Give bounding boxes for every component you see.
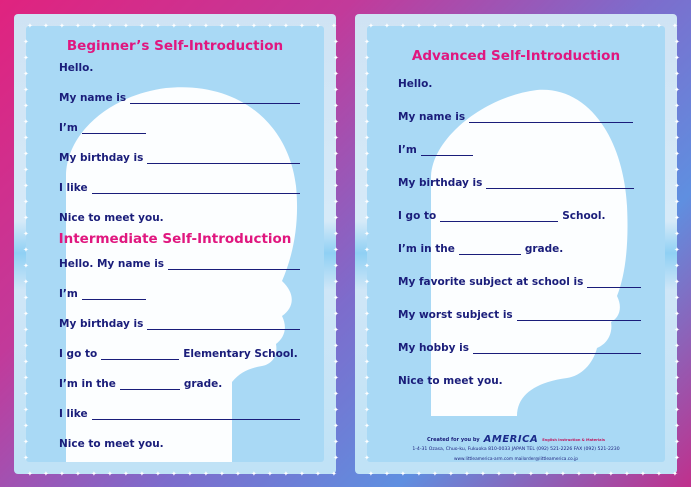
star-icon: ✦	[416, 22, 422, 30]
star-icon: ✦	[544, 470, 550, 478]
advanced-birthday-line: My birthday is	[398, 177, 645, 189]
star-icon: ✦	[235, 470, 241, 478]
star-icon: ✦	[299, 470, 305, 478]
star-icon: ✦	[219, 470, 225, 478]
star-icon: ✦	[333, 406, 339, 414]
star-icon: ✦	[23, 86, 29, 94]
star-icon: ✦	[640, 470, 646, 478]
star-icon: ✦	[674, 102, 680, 110]
star-icon: ✦	[187, 470, 193, 478]
america-logo: AMERICA	[483, 434, 539, 445]
favorite-subject-blank[interactable]	[587, 277, 641, 288]
star-icon: ✦	[333, 150, 339, 158]
star-icon: ✦	[480, 470, 486, 478]
star-icon: ✦	[23, 246, 29, 254]
star-icon: ✦	[171, 470, 177, 478]
star-icon: ✦	[43, 22, 49, 30]
star-icon: ✦	[139, 470, 145, 478]
star-icon: ✦	[123, 470, 129, 478]
star-icon: ✦	[23, 70, 29, 78]
beginner-birthday-line: My birthday is	[59, 152, 304, 164]
like-blank[interactable]	[92, 183, 300, 194]
star-icon: ✦	[368, 22, 374, 30]
star-icon: ✦	[23, 310, 29, 318]
star-icon: ✦	[416, 470, 422, 478]
intermediate-age-line: I’m	[59, 288, 304, 300]
star-icon: ✦	[27, 470, 33, 478]
star-icon: ✦	[333, 230, 339, 238]
star-icon: ✦	[364, 86, 370, 94]
star-icon: ✦	[23, 390, 29, 398]
star-icon: ✦	[203, 22, 209, 30]
star-icon: ✦	[315, 470, 321, 478]
advanced-closing: Nice to meet you.	[398, 375, 503, 387]
beginner-age-line: I’m	[59, 122, 304, 134]
star-icon: ✦	[23, 342, 29, 350]
name-blank[interactable]	[469, 112, 633, 123]
star-icon: ✦	[674, 262, 680, 270]
star-icon: ✦	[364, 70, 370, 78]
star-icon: ✦	[333, 118, 339, 126]
star-icon: ✦	[333, 262, 339, 270]
advanced-hobby-line: My hobby is	[398, 342, 645, 354]
star-icon: ✦	[107, 22, 113, 30]
star-icon: ✦	[364, 326, 370, 334]
star-icon: ✦	[333, 54, 339, 62]
birthday-blank[interactable]	[147, 319, 300, 330]
star-icon: ✦	[299, 22, 305, 30]
star-icon: ✦	[364, 406, 370, 414]
star-icon: ✦	[75, 22, 81, 30]
star-icon: ✦	[608, 470, 614, 478]
star-icon: ✦	[267, 470, 273, 478]
star-icon: ✦	[333, 278, 339, 286]
star-icon: ✦	[528, 22, 534, 30]
star-icon: ✦	[139, 22, 145, 30]
like-blank[interactable]	[92, 409, 300, 420]
star-icon: ✦	[23, 358, 29, 366]
star-icon: ✦	[91, 470, 97, 478]
intermediate-school-line: I go to Elementary School.	[59, 348, 298, 360]
star-icon: ✦	[59, 22, 65, 30]
star-icon: ✦	[333, 38, 339, 46]
star-icon: ✦	[333, 438, 339, 446]
star-icon: ✦	[674, 230, 680, 238]
star-icon: ✦	[576, 22, 582, 30]
star-icon: ✦	[23, 182, 29, 190]
star-icon: ✦	[674, 166, 680, 174]
intermediate-name-line: Hello. My name is	[59, 258, 304, 270]
star-icon: ✦	[23, 278, 29, 286]
star-icon: ✦	[364, 54, 370, 62]
star-icon: ✦	[448, 470, 454, 478]
star-icon: ✦	[674, 134, 680, 142]
star-icon: ✦	[23, 262, 29, 270]
star-icon: ✦	[23, 326, 29, 334]
star-icon: ✦	[674, 38, 680, 46]
star-icon: ✦	[333, 166, 339, 174]
star-icon: ✦	[364, 342, 370, 350]
star-icon: ✦	[674, 246, 680, 254]
star-icon: ✦	[23, 230, 29, 238]
star-icon: ✦	[364, 422, 370, 430]
star-icon: ✦	[528, 470, 534, 478]
star-icon: ✦	[674, 454, 680, 462]
star-icon: ✦	[267, 22, 273, 30]
star-icon: ✦	[283, 22, 289, 30]
beginner-name-line: My name is	[59, 92, 304, 104]
star-icon: ✦	[364, 294, 370, 302]
star-icon: ✦	[364, 134, 370, 142]
star-icon: ✦	[23, 54, 29, 62]
star-icon: ✦	[251, 470, 257, 478]
beginner-title: Beginner’s Self-Introduction	[66, 38, 284, 54]
star-icon: ✦	[364, 102, 370, 110]
star-icon: ✦	[400, 22, 406, 30]
star-icon: ✦	[59, 470, 65, 478]
publisher-address: 1-4-31 Ozasa, Chuo-ku, Fukuoka 810-0033 JAPAN TEL (092) 521-2226 FAX (092) 521-2230	[412, 447, 620, 452]
star-icon: ✦	[333, 134, 339, 142]
name-blank[interactable]	[130, 93, 300, 104]
birthday-blank[interactable]	[147, 153, 300, 164]
star-icon: ✦	[23, 294, 29, 302]
star-icon: ✦	[364, 390, 370, 398]
age-blank[interactable]	[421, 145, 473, 156]
star-icon: ✦	[674, 294, 680, 302]
star-icon: ✦	[315, 22, 321, 30]
star-icon: ✦	[674, 150, 680, 158]
school-blank[interactable]	[101, 349, 179, 360]
star-icon: ✦	[333, 422, 339, 430]
star-icon: ✦	[23, 406, 29, 414]
star-icon: ✦	[674, 422, 680, 430]
star-icon: ✦	[560, 22, 566, 30]
star-icon: ✦	[333, 310, 339, 318]
star-icon: ✦	[23, 198, 29, 206]
star-icon: ✦	[674, 70, 680, 78]
star-icon: ✦	[333, 374, 339, 382]
star-icon: ✦	[75, 470, 81, 478]
star-icon: ✦	[674, 358, 680, 366]
star-icon: ✦	[364, 262, 370, 270]
star-icon: ✦	[23, 214, 29, 222]
star-icon: ✦	[512, 22, 518, 30]
age-blank[interactable]	[82, 289, 146, 300]
school-blank[interactable]	[440, 211, 558, 222]
star-icon: ✦	[672, 22, 678, 30]
star-icon: ✦	[333, 70, 339, 78]
star-icon: ✦	[496, 22, 502, 30]
advanced-card	[355, 14, 680, 478]
star-icon: ✦	[203, 470, 209, 478]
star-icon: ✦	[674, 326, 680, 334]
star-icon: ✦	[333, 454, 339, 462]
beginner-hello: Hello.	[59, 62, 94, 74]
intermediate-like-line: I like	[59, 408, 304, 420]
star-icon: ✦	[187, 22, 193, 30]
star-icon: ✦	[608, 22, 614, 30]
star-icon: ✦	[219, 22, 225, 30]
star-icon: ✦	[674, 406, 680, 414]
star-icon: ✦	[674, 278, 680, 286]
birthday-blank[interactable]	[486, 178, 634, 189]
intermediate-birthday-line: My birthday is	[59, 318, 304, 330]
star-icon: ✦	[43, 470, 49, 478]
star-icon: ✦	[384, 22, 390, 30]
age-blank[interactable]	[82, 123, 146, 134]
intermediate-grade-line: I’m in the grade.	[59, 378, 223, 390]
intermediate-closing: Nice to meet you.	[59, 438, 164, 450]
star-icon: ✦	[364, 150, 370, 158]
star-icon: ✦	[155, 22, 161, 30]
beginner-intermediate-card	[14, 14, 339, 478]
star-icon: ✦	[171, 22, 177, 30]
star-icon: ✦	[235, 22, 241, 30]
star-icon: ✦	[364, 166, 370, 174]
star-icon: ✦	[364, 38, 370, 46]
star-icon: ✦	[333, 102, 339, 110]
star-icon: ✦	[674, 182, 680, 190]
star-icon: ✦	[368, 470, 374, 478]
star-icon: ✦	[333, 342, 339, 350]
star-icon: ✦	[251, 22, 257, 30]
star-icon: ✦	[331, 470, 337, 478]
star-icon: ✦	[674, 118, 680, 126]
star-icon: ✦	[656, 22, 662, 30]
star-icon: ✦	[23, 374, 29, 382]
star-icon: ✦	[333, 182, 339, 190]
star-icon: ✦	[480, 22, 486, 30]
advanced-title: Advanced Self-Introduction	[411, 48, 621, 64]
star-icon: ✦	[155, 470, 161, 478]
star-icon: ✦	[364, 182, 370, 190]
star-icon: ✦	[333, 358, 339, 366]
name-blank[interactable]	[168, 259, 300, 270]
star-icon: ✦	[91, 22, 97, 30]
star-icon: ✦	[674, 390, 680, 398]
star-icon: ✦	[23, 166, 29, 174]
star-icon: ✦	[592, 22, 598, 30]
star-icon: ✦	[674, 438, 680, 446]
advanced-age-line: I’m	[398, 144, 645, 156]
publisher-logo: Created for you by AMERICA English Instruction & Materials	[427, 434, 605, 445]
star-icon: ✦	[656, 470, 662, 478]
advanced-worst-subject-line: My worst subject is	[398, 309, 645, 321]
star-icon: ✦	[512, 470, 518, 478]
star-icon: ✦	[400, 470, 406, 478]
star-icon: ✦	[560, 470, 566, 478]
star-icon: ✦	[333, 198, 339, 206]
star-icon: ✦	[23, 118, 29, 126]
star-icon: ✦	[592, 470, 598, 478]
hobby-blank[interactable]	[473, 343, 641, 354]
star-icon: ✦	[333, 326, 339, 334]
star-icon: ✦	[672, 470, 678, 478]
star-icon: ✦	[624, 470, 630, 478]
star-icon: ✦	[364, 438, 370, 446]
star-icon: ✦	[364, 118, 370, 126]
star-icon: ✦	[364, 230, 370, 238]
star-icon: ✦	[674, 310, 680, 318]
star-icon: ✦	[576, 470, 582, 478]
advanced-grade-line: I’m in the grade.	[398, 243, 564, 255]
grade-blank[interactable]	[459, 244, 521, 255]
star-icon: ✦	[27, 22, 33, 30]
star-icon: ✦	[674, 198, 680, 206]
star-icon: ✦	[364, 278, 370, 286]
star-icon: ✦	[364, 246, 370, 254]
star-icon: ✦	[331, 22, 337, 30]
star-icon: ✦	[432, 470, 438, 478]
intermediate-title: Intermediate Self-Introduction	[58, 231, 292, 247]
star-icon: ✦	[333, 86, 339, 94]
star-icon: ✦	[23, 422, 29, 430]
star-icon: ✦	[364, 214, 370, 222]
star-icon: ✦	[432, 22, 438, 30]
advanced-hello: Hello.	[398, 78, 433, 90]
star-icon: ✦	[624, 22, 630, 30]
star-icon: ✦	[23, 150, 29, 158]
star-icon: ✦	[364, 358, 370, 366]
star-icon: ✦	[544, 22, 550, 30]
star-icon: ✦	[107, 470, 113, 478]
advanced-name-line: My name is	[398, 111, 645, 123]
star-icon: ✦	[674, 214, 680, 222]
star-icon: ✦	[333, 390, 339, 398]
star-icon: ✦	[23, 38, 29, 46]
star-icon: ✦	[674, 374, 680, 382]
star-icon: ✦	[448, 22, 454, 30]
star-icon: ✦	[364, 374, 370, 382]
beginner-like-line: I like	[59, 182, 304, 194]
star-icon: ✦	[23, 134, 29, 142]
star-icon: ✦	[674, 342, 680, 350]
card-inner	[26, 26, 324, 462]
star-icon: ✦	[384, 470, 390, 478]
star-icon: ✦	[123, 22, 129, 30]
star-icon: ✦	[674, 54, 680, 62]
star-icon: ✦	[23, 438, 29, 446]
star-icon: ✦	[464, 22, 470, 30]
grade-blank[interactable]	[120, 379, 180, 390]
star-icon: ✦	[674, 86, 680, 94]
advanced-favorite-subject-line: My favorite subject at school is	[398, 276, 645, 288]
advanced-school-line: I go to School.	[398, 210, 606, 222]
star-icon: ✦	[23, 102, 29, 110]
star-icon: ✦	[364, 454, 370, 462]
star-icon: ✦	[364, 310, 370, 318]
star-icon: ✦	[23, 454, 29, 462]
star-icon: ✦	[333, 214, 339, 222]
star-icon: ✦	[333, 294, 339, 302]
star-icon: ✦	[333, 246, 339, 254]
worst-subject-blank[interactable]	[517, 310, 641, 321]
beginner-closing: Nice to meet you.	[59, 212, 164, 224]
star-icon: ✦	[640, 22, 646, 30]
star-icon: ✦	[464, 470, 470, 478]
star-icon: ✦	[283, 470, 289, 478]
star-icon: ✦	[364, 198, 370, 206]
card-inner	[367, 26, 665, 462]
star-icon: ✦	[496, 470, 502, 478]
publisher-web: www.littleamerica-arm.com mailorder@littleamerica.co.jp	[453, 457, 579, 462]
